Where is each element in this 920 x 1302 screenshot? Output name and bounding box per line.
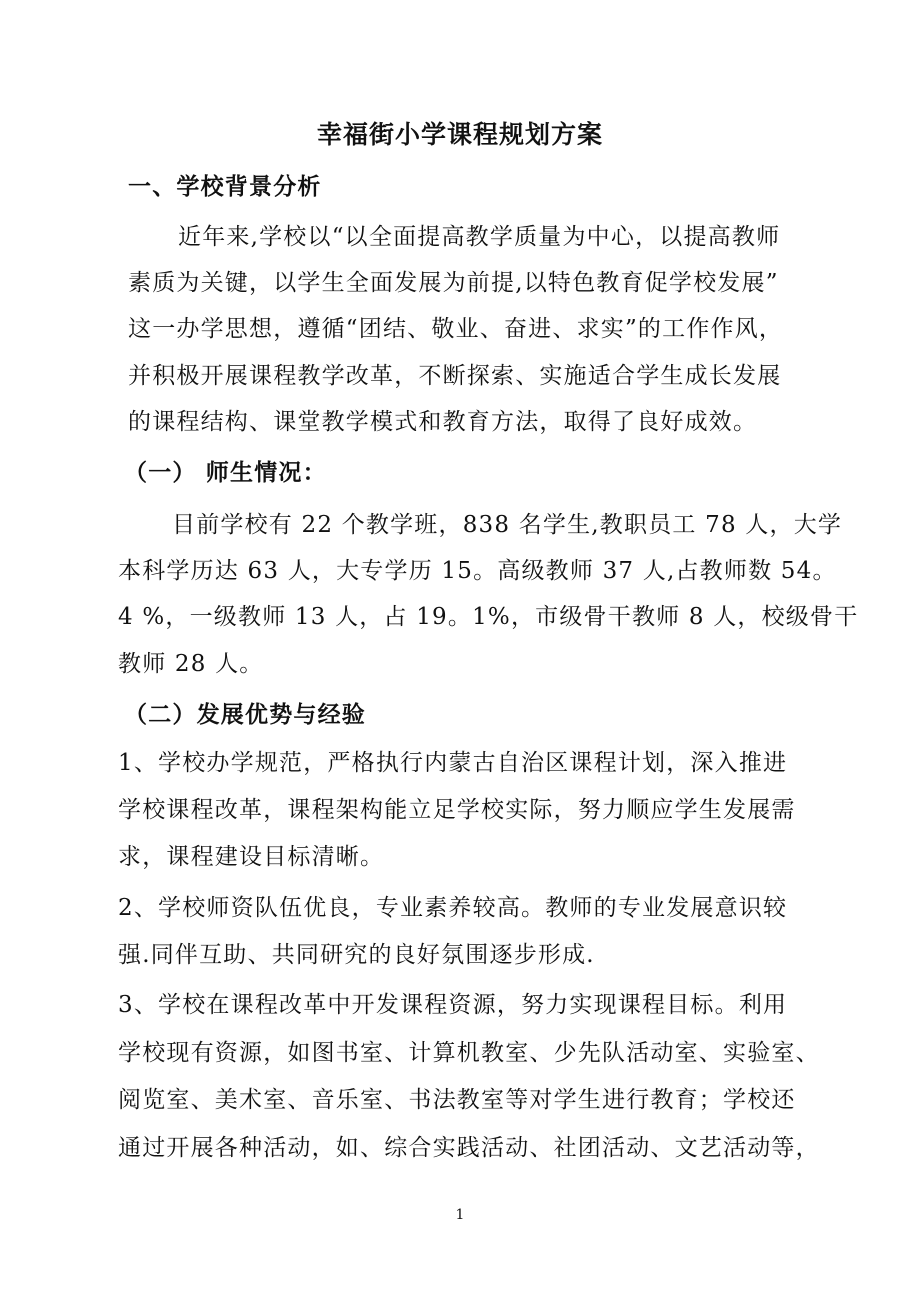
list-item-line: 学校课程改革，课程架构能立足学校实际，努力顺应学生发展需	[118, 797, 796, 823]
paragraph-line: 素质为关键，以学生全面发展为前提,以特色教育促学校发展”	[128, 270, 779, 296]
subsection-heading-strengths: （二）发展优势与经验	[124, 701, 366, 728]
paragraph-line: 目前学校有 22 个教学班，838 名学生,教职员工 78 人，大学	[172, 512, 843, 538]
paragraph-line: 4 %，一级教师 13 人，占 19。1%，市级骨干教师 8 人，校级骨干	[118, 604, 859, 630]
list-item-line: 1、学校办学规范，严格执行内蒙古自治区课程计划，深入推进	[118, 750, 788, 776]
list-item-line: 学校现有资源，如图书室、计算机教室、少先队活动室、实验室、	[118, 1040, 820, 1066]
paragraph-line: 本科学历达 63 人，大专学历 15。高级教师 37 人,占教师数 54。	[118, 558, 837, 584]
document-title: 幸福街小学课程规划方案	[316, 120, 603, 149]
section-heading-school-background: 一、学校背景分析	[128, 173, 322, 200]
list-item-line: 2、学校师资队伍优良，专业素养较高。教师的专业发展意识较	[118, 895, 788, 921]
paragraph-line: 教师 28 人。	[118, 651, 264, 677]
subsection-heading-teachers-students: （一） 师生情况：	[124, 459, 327, 486]
list-item-line: 通过开展各种活动，如、综合实践活动、社团活动、文艺活动等，	[118, 1135, 820, 1161]
list-item-line: 阅览室、美术室、音乐室、书法教室等对学生进行教育；学校还	[118, 1087, 796, 1113]
paragraph-line: 的课程结构、课堂教学模式和教育方法，取得了良好成效。	[128, 409, 758, 435]
list-item-line: 强.同伴互助、共同研究的良好氛围逐步形成.	[118, 942, 595, 968]
paragraph-line: 这一办学思想，遵循“团结、敬业、奋进、求实”的工作作风，	[128, 316, 784, 342]
list-item-line: 求，课程建设目标清晰。	[118, 844, 385, 870]
page-number: 1	[455, 1207, 465, 1223]
paragraph-line: 并积极开展课程教学改革，不断探索、实施适合学生成长发展	[128, 363, 782, 389]
paragraph-line: 近年来,学校以“以全面提高教学质量为中心，以提高教师	[178, 224, 781, 250]
list-item-line: 3、学校在课程改革中开发课程资源，努力实现课程目标。利用	[118, 992, 788, 1018]
